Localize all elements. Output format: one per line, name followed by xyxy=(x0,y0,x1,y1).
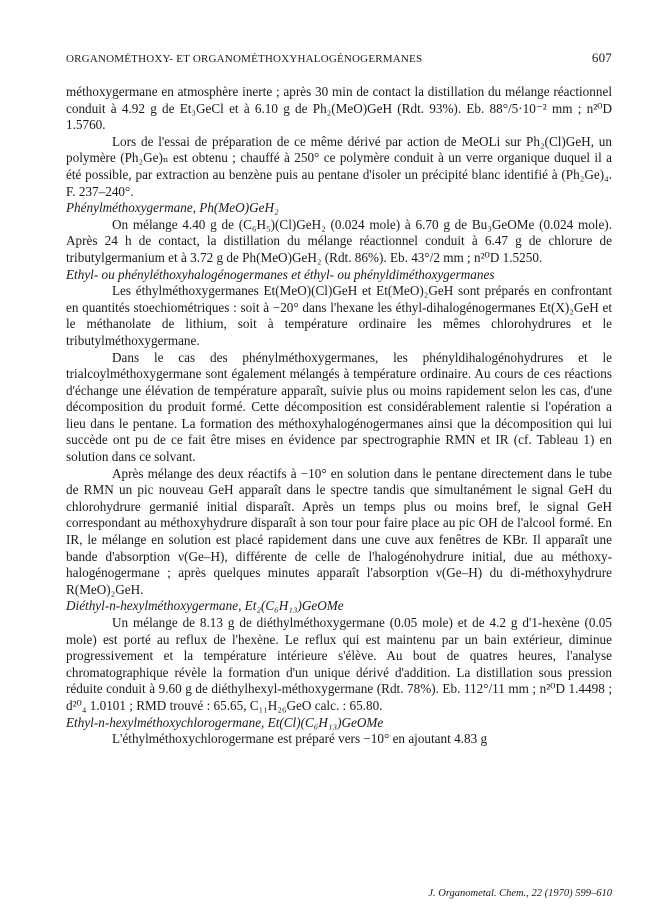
paragraph: Un mélange de 8.13 g de diéthylméthoxygermane (0.05 mole) et de 4.2 g d'1-hexène (0.05 mole) est porté au reflux de l'hexène. Le reflux qui est maintenu par un bain extérieur, diminue progressivement et la température intérieure s'élève. Au bout de quatres heures, l'analyse chromatographique révèle la formation d'un unique dérivé d'addition. La distillation sous pression réduite conduit à 9.60 g de diéthylhexyl-méthoxygermane (Rdt. 78%). Eb. 112°/11 mm ; n²⁰D 1.4498 ; d²⁰₄ 1.0101 ; RMD trouvé : 65.65, C₁₁H₂₆GeO calc. : 65.80. xyxy=(66,615,612,713)
paragraph: Après mélange des deux réactifs à −10° en solution dans le pentane directement dans le tube de RMN un pic nouveau GeH apparaît dans le spectre tandis que simultanément le signal GeH du chlorohydrure germanié initial disparaît. Après un temps plus ou moins bref, le signal GeH correspondant au méthoxyhydrure disparaît à son tour pour faire place au pic OH de l'alcool formé. En IR, le mélange en solution est placé rapidement dans une cuve aux fenêtres de KBr. Il apparaît une bande d'absorption ν(Ge–H), différente de celle de l'halogénohydrure initial, due au méthoxy-halogénogermane ; après quelques minutes apparaît l'absorption ν(Ge–H) du di-méthoxyhydrure R(MeO)₂GeH. xyxy=(66,465,612,597)
section-heading: Ethyl- ou phényléthoxyhalogénogermanes et éthyl- ou phényldiméthoxygermanes xyxy=(66,266,495,282)
section-heading: Ethyl-n-hexylméthoxychlorogermane, Et(Cl)(C₆H₁₃)GeOMe xyxy=(66,714,384,730)
section-heading: Diéthyl-n-hexylméthoxygermane, Et₂(C₆H₁₃)GeOMe xyxy=(66,598,344,614)
journal-citation: J. Organometal. Chem., 22 (1970) 599–610 xyxy=(428,888,612,899)
page-number: 607 xyxy=(591,50,612,65)
running-title: ORGANOMÉTHOXY- ET ORGANOMÉTHOXYHALOGÉNOGERMANES xyxy=(66,53,423,65)
running-header xyxy=(66,50,612,66)
paragraph: méthoxygermane en atmosphère inerte ; après 30 min de contact la distillation du mélange réactionnel conduit à 4.92 g de Et₃GeCl et à 6.10 g de Ph₂(MeO)GeH (Rdt. 93%). Eb. 88°/5·10⁻² mm ; n²⁰D 1.5760. xyxy=(66,84,612,133)
paragraph: Les éthylméthoxygermanes Et(MeO)(Cl)GeH et Et(MeO)₂GeH sont préparés en confrontant en quantités stoechiométriques : soit à −20° dans l'hexane les éthyl-dihalogénogermanes Et(X)₂GeH et le méthanolate de lithium, soit à température ordinaire les mêmes chlorohydrures et le tributylméthoxygermane. xyxy=(66,283,612,348)
section-heading: Phénylméthoxygermane, Ph(MeO)GeH₂ xyxy=(66,200,279,216)
paragraph: L'éthylméthoxychlorogermane est préparé vers −10° en ajoutant 4.83 g xyxy=(112,731,488,747)
paragraph: Dans le cas des phénylméthoxygermanes, les phényldihalogénohydrures et le trialcoylméthoxygermane sont également mélangés à température ordinaire. Au cours de ces réactions d'échange une élévation de température apparaît, suivie plus ou moins rapidement selon les cas, d'une décomposition du produit formé. Cette décomposition est considérablement ralentie si l'opération a lieu dans le pentane. La formation des méthoxyhalogénogermanes ainsi que la décomposition qui lui succède ont pu de ce fait être mises en évidence par spectrographie RMN et IR (cf. Tableau 1) en solution dans ce solvant. xyxy=(66,349,612,465)
paragraph: On mélange 4.40 g de (C₆H₅)(Cl)GeH₂ (0.024 mole) à 6.70 g de Bu₃GeOMe (0.024 mole). Après 24 h de contact, la distillation du mélange réactionnel conduit à 6.47 g de chlorure de tributylgermanium et à 3.72 g de Ph(MeO)GeH₂ (Rdt. 86%). Eb. 43°/2 mm ; n²⁰D 1.5250. xyxy=(66,216,612,265)
paragraph: Lors de l'essai de préparation de ce même dérivé par action de MeOLi sur Ph₂(Cl)GeH, un polymère (Ph₂Ge)ₙ est obtenu ; chauffé à 250° ce polymère conduit à un verre organique duquel il a été possible, par extraction au benzène puis au pentane d'isoler un précipité blanc identifié à (Ph₂Ge)₄. F. 237–240°. xyxy=(66,133,612,199)
page xyxy=(66,50,612,748)
article-body xyxy=(66,84,612,748)
